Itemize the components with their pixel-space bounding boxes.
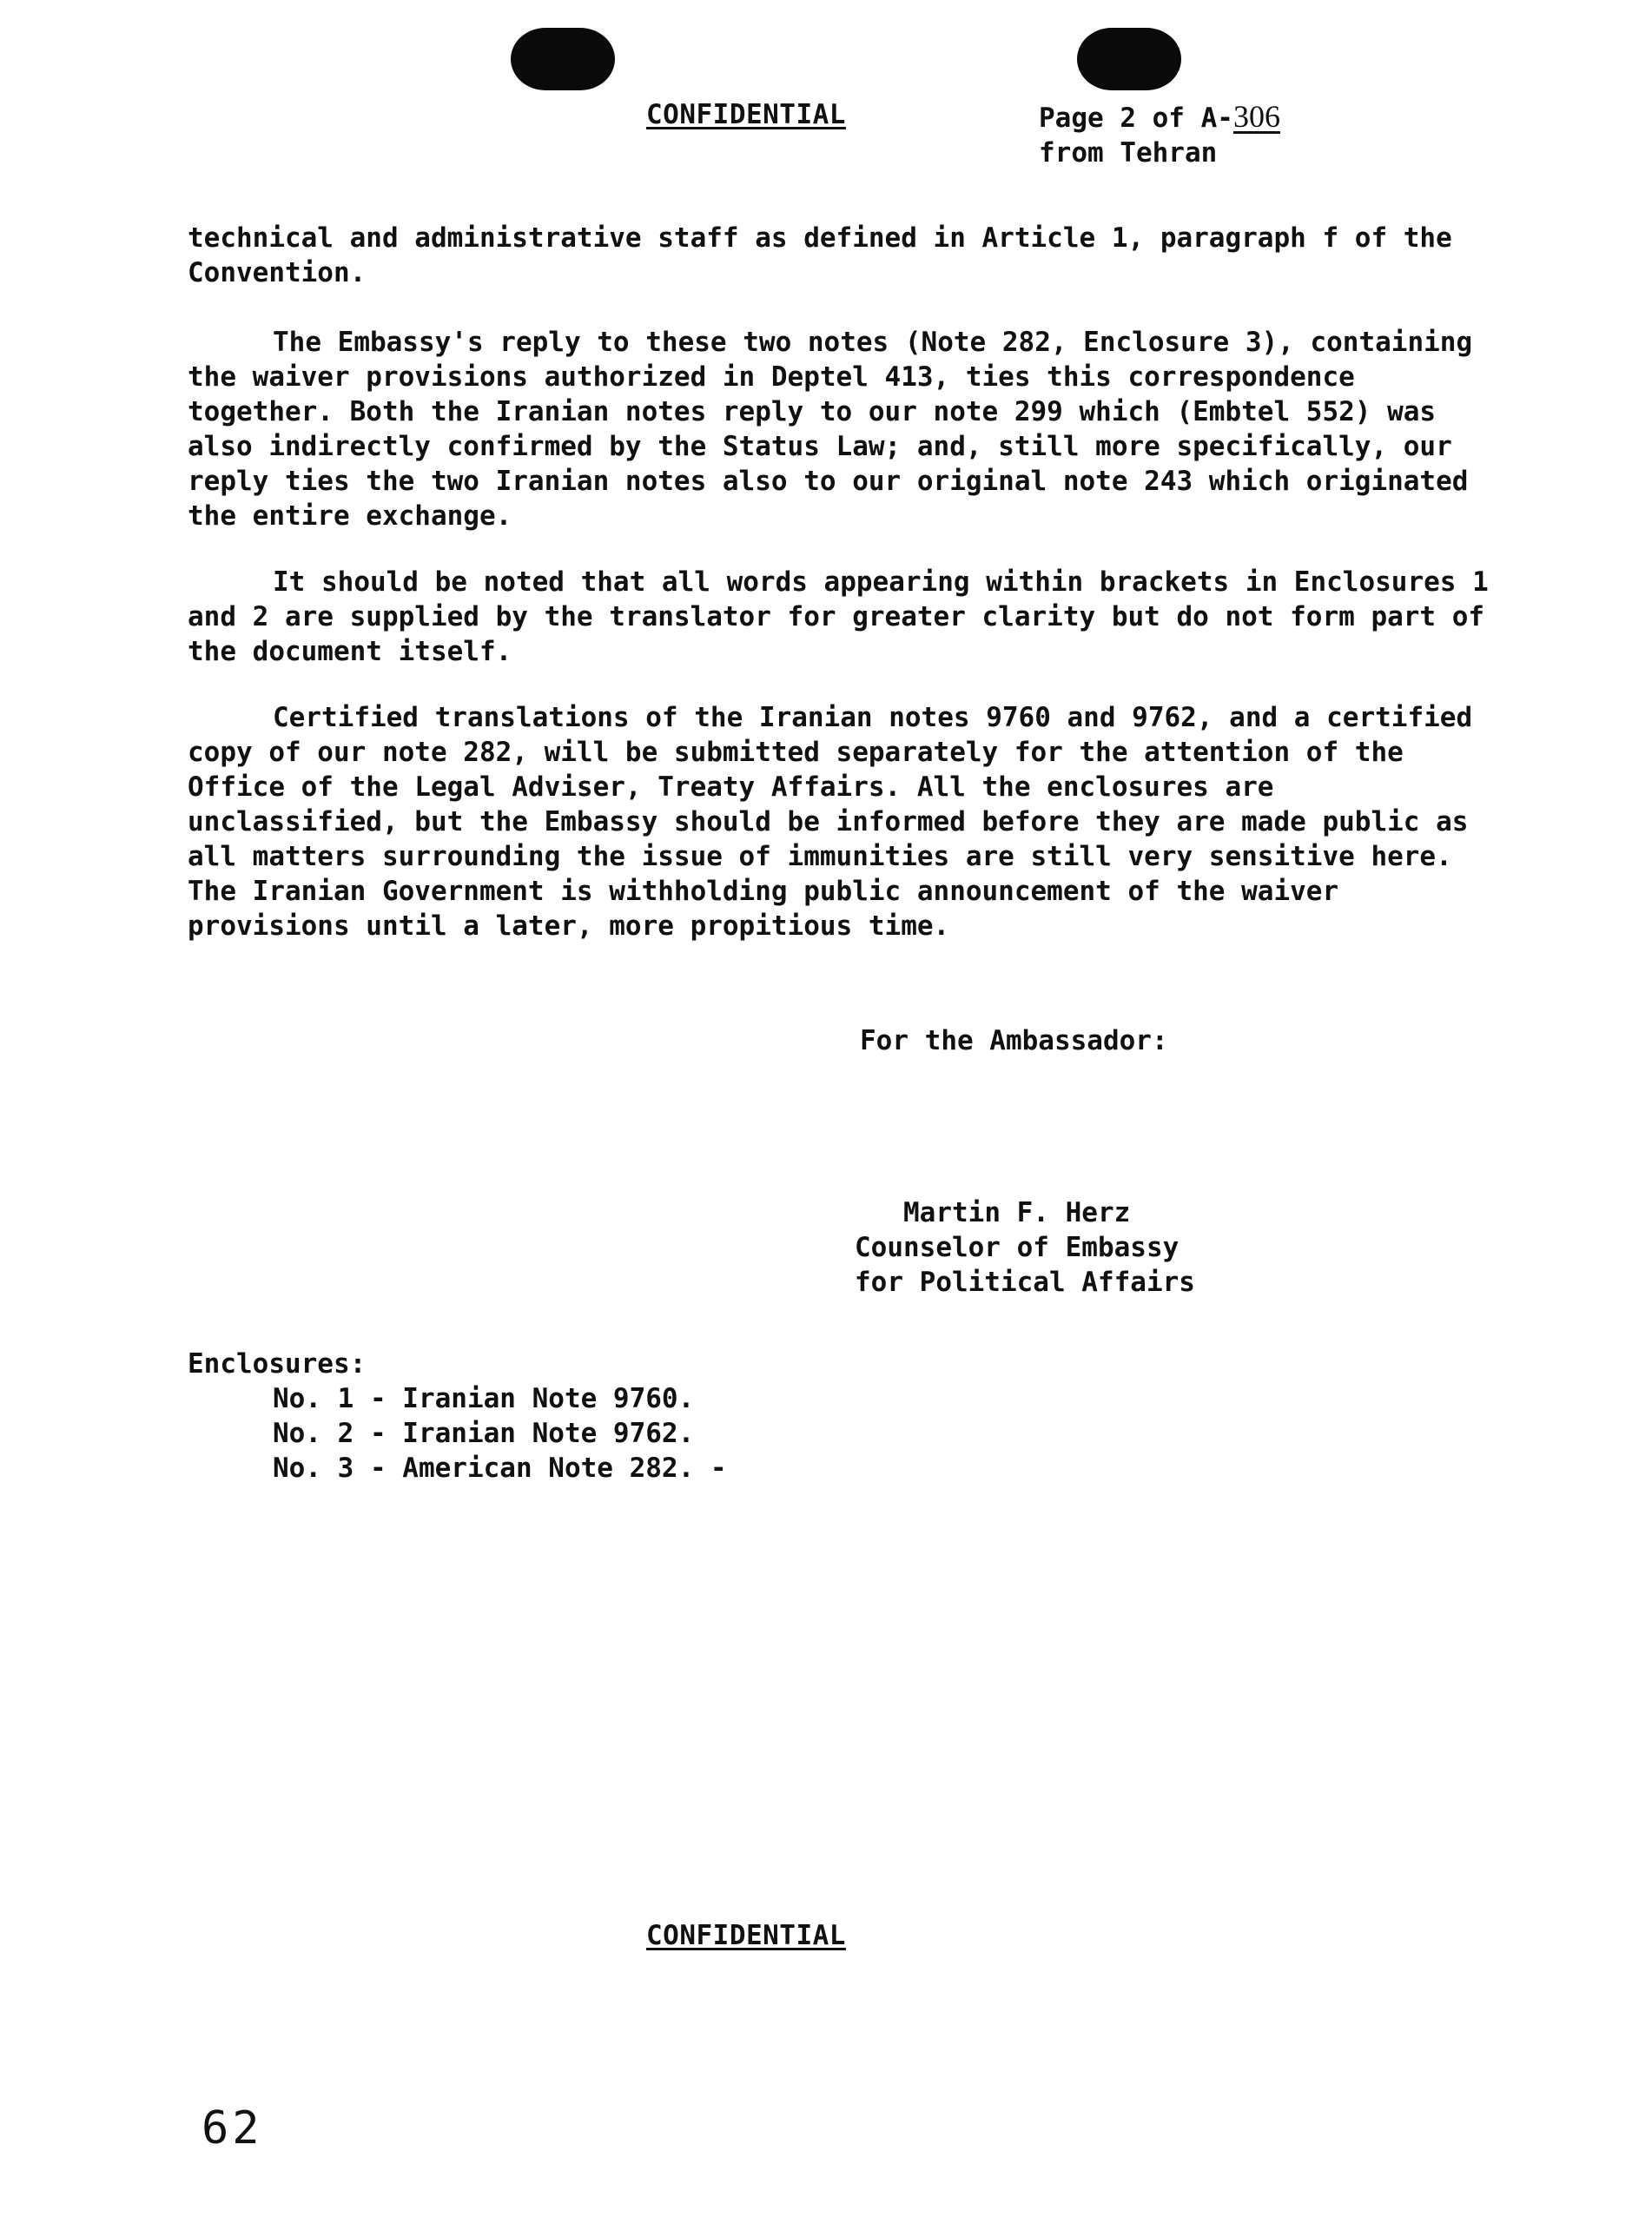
airgram-number: 306 [1232,99,1280,134]
enclosure-item: No. 3 - American Note 282. - [273,1453,727,1484]
signer-name: Martin F. Herz [903,1197,1131,1228]
body-paragraph-embassy-reply: The Embassy's reply to these two notes (Note 282, Enclosure 3), containing the waiver provisions authorized in Deptel 413, ties this correspondence together. Both the Iranian notes reply to our note 299 which (Embtel 552) was also indirectly confirmed by the Status Law; and, still more specifically, our reply ties the two Iranian notes also to our original note 243 which originated the entire exchange. [188,327,1473,532]
punch-hole-right [1077,28,1181,90]
body-paragraph-certified-translations: Certified translations of the Iranian notes 9760 and 9762, and a certified copy of our note 282, will be submitted separately for the attention of the Office of the Legal Adviser, Treaty Affairs. All the enclosures are unclassified, but the Embassy should be informed before they are made public as all matters surrounding the issue of immunities are still very sensitive here. The Iranian Government is withholding public announcement of the waiver provisions until a later, more propitious time. [188,702,1473,942]
page-reference-line [1039,99,1310,136]
signer-title: Counselor of Embassy [855,1232,1180,1263]
enclosure-item: No. 1 - Iranian Note 9760. [273,1383,695,1414]
enclosures-heading: Enclosures: [188,1348,367,1380]
classification-footer: CONFIDENTIAL [646,1920,846,1951]
page-reference-prefix: Page 2 of A- [1039,103,1233,134]
signature-block [855,1195,1195,1300]
body-paragraph-brackets-note: It should be noted that all words appearing within brackets in Enclosures 1 and 2 are supplied by the translator for greater clarity but do not form part of the document itself. [188,566,1489,667]
punch-hole-left [511,28,615,90]
enclosure-item: No. 2 - Iranian Note 9762. [273,1418,695,1449]
page-reference-origin: from Tehran [1039,137,1218,169]
page-reference [1039,99,1310,170]
body-paragraph-continuation: technical and administrative staff as defined in Article 1, paragraph f of the Convention. [188,222,1452,288]
closing-line: For the Ambassador: [860,1025,1168,1056]
classification-header: CONFIDENTIAL [646,99,846,130]
enclosures-list [188,1347,727,1486]
signer-office: for Political Affairs [855,1267,1195,1298]
page-number: 62 [202,2102,263,2154]
